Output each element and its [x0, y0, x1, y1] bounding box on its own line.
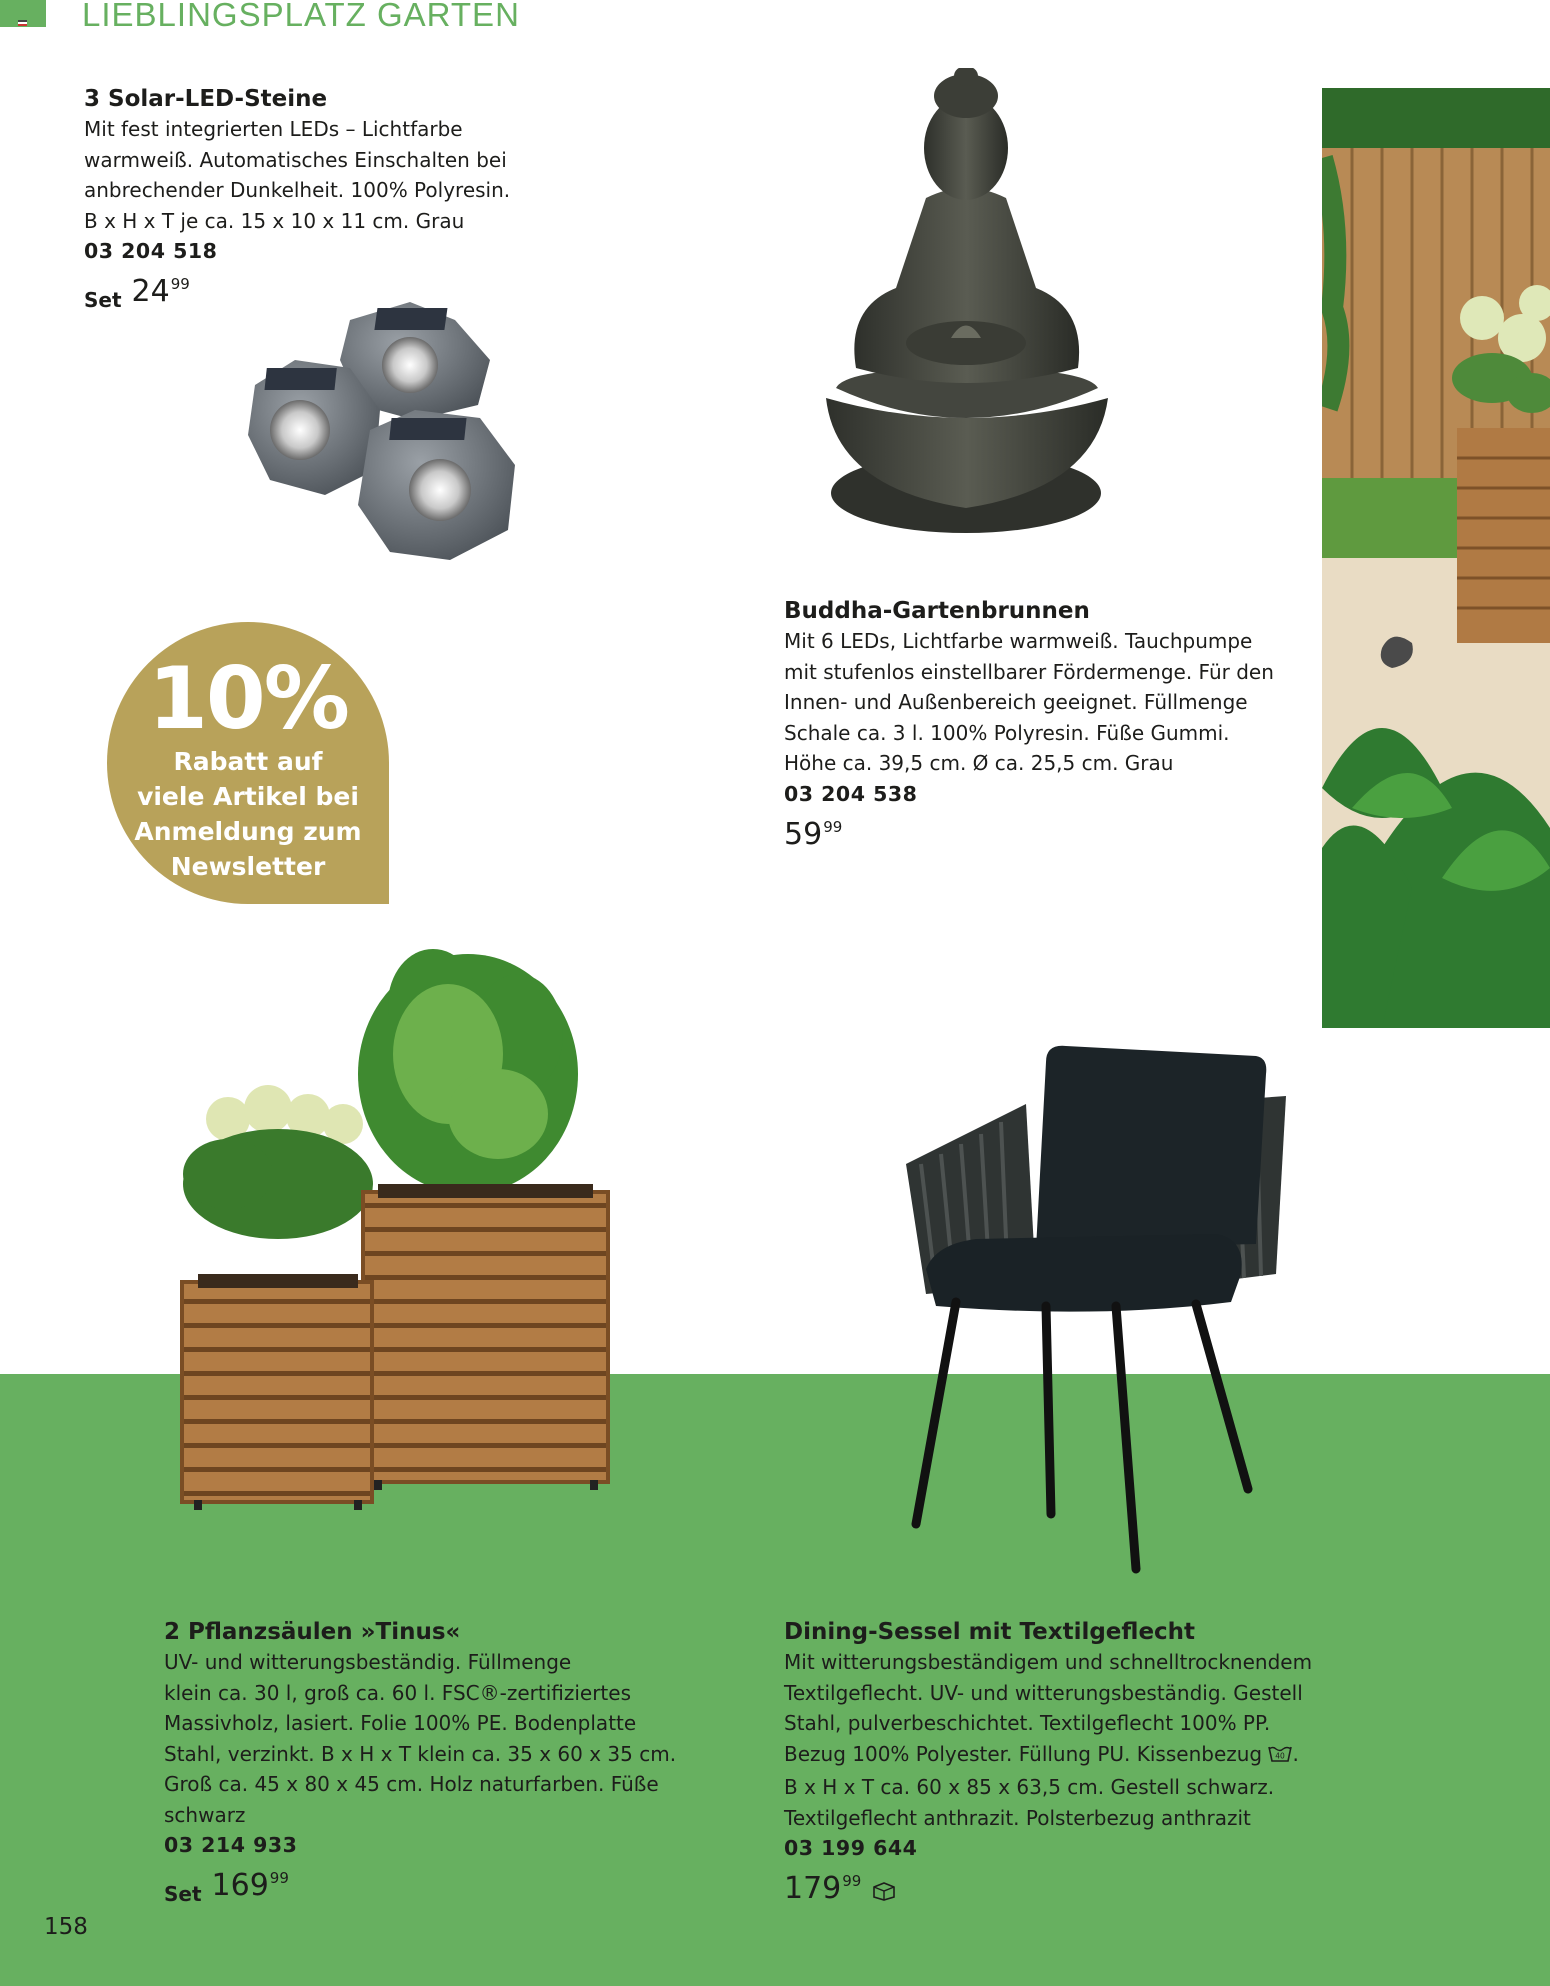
badge-text	[107, 744, 389, 884]
price-cents: 99	[842, 1872, 862, 1890]
parcel-delivery-icon	[871, 1881, 897, 1905]
desc-line: Textilgeflecht. UV- und witterungsbeständig. Gestell	[784, 1680, 1303, 1705]
price	[784, 817, 1274, 853]
desc-line: Stahl, verzinkt. B x H x T klein ca. 35 x 60 x 35 cm.	[164, 1741, 677, 1766]
desc-line: warmweiß. Automatisches Einschalten bei	[84, 147, 507, 172]
desc-line: Stahl, pulverbeschichtet. Textilgeflecht 100% PP.	[784, 1711, 1271, 1735]
planters-image	[168, 944, 628, 1564]
solar-stones-image	[240, 290, 560, 570]
desc-wash-suffix: .	[1292, 1741, 1299, 1766]
desc-wash-text: Bezug 100% Polyester. Füllung PU. Kissenbezug	[784, 1741, 1263, 1766]
price-cents: 99	[269, 1869, 289, 1887]
desc-line: B x H x T je ca. 15 x 10 x 11 cm. Grau	[84, 208, 465, 233]
desc-line: Mit fest integrierten LEDs – Lichtfarbe	[84, 117, 463, 141]
flag-icon	[18, 20, 27, 26]
desc-line: Groß ca. 45 x 80 x 45 cm. Holz naturfarben. Füße	[164, 1772, 659, 1796]
badge-percent: 10%	[148, 649, 348, 749]
garden-scene-photo	[1322, 88, 1550, 1028]
product-title: Dining-Sessel mit Textilgeflecht	[784, 1619, 1196, 1645]
desc-line: Innen- und Außenbereich geeignet. Füllmenge	[784, 690, 1248, 714]
article-number: 03 204 538	[784, 781, 918, 806]
section-title: LIEBLINGSPLATZ GARTEN	[82, 0, 520, 33]
price-unit: Set	[84, 288, 122, 312]
article-number: 03 214 933	[164, 1833, 298, 1857]
desc-line: Mit witterungsbeständigem und schnelltrocknendem	[784, 1650, 1313, 1674]
desc-line: UV- und witterungsbeständig. Füllmenge	[164, 1650, 572, 1674]
desc-line: B x H x T ca. 60 x 85 x 63,5 cm. Gestell schwarz.	[784, 1775, 1275, 1799]
price-main: 59	[784, 816, 823, 852]
badge-line: Anmeldung zum	[134, 817, 362, 846]
badge-line: viele Artikel bei	[137, 782, 359, 811]
dining-chair-image	[896, 1044, 1296, 1584]
wash-40-icon	[1268, 1742, 1292, 1773]
product-description	[784, 1647, 1312, 1833]
product-title: 3 Solar-LED-Steine	[84, 86, 328, 112]
desc-line: klein ca. 30 l, groß ca. 60 l. FSC®-zertifiziertes	[164, 1680, 631, 1705]
desc-line-wash	[784, 1739, 1312, 1773]
product-dining-chair	[784, 1617, 1312, 1907]
price-unit: Set	[164, 1882, 202, 1906]
desc-line: schwarz	[164, 1802, 246, 1827]
price	[164, 1868, 676, 1906]
buddha-fountain-image	[816, 68, 1116, 568]
price	[784, 1871, 1312, 1907]
article-number: 03 199 644	[784, 1836, 918, 1860]
desc-line: Höhe ca. 39,5 cm. Ø ca. 25,5 cm. Grau	[784, 751, 1174, 775]
product-description	[84, 114, 510, 236]
desc-line: Schale ca. 3 l. 100% Polyresin. Füße Gummi.	[784, 720, 1230, 745]
product-planters-tinus	[164, 1617, 676, 1906]
desc-line: mit stufenlos einstellbarer Fördermenge. Für den	[784, 659, 1274, 684]
badge-line: Rabatt auf	[173, 747, 323, 776]
corner-tab	[0, 0, 46, 27]
price-cents: 99	[823, 817, 843, 836]
product-solar-led-stones	[84, 84, 510, 312]
desc-line: Textilgeflecht anthrazit. Polsterbezug anthrazit	[784, 1805, 1251, 1830]
desc-line: anbrechender Dunkelheit. 100% Polyresin.	[84, 178, 511, 202]
price-cents: 99	[170, 275, 190, 293]
price-main: 169	[211, 1868, 269, 1903]
page-number: 158	[44, 1914, 88, 1940]
price-main: 179	[784, 1871, 842, 1906]
badge-line: Newsletter	[170, 852, 326, 881]
product-description	[784, 626, 1274, 779]
product-buddha-fountain	[784, 596, 1274, 853]
product-description	[164, 1647, 676, 1830]
product-title: 2 Pflanzsäulen »Tinus«	[164, 1619, 461, 1645]
article-number: 03 204 518	[84, 239, 218, 263]
desc-line: Mit 6 LEDs, Lichtfarbe warmweiß. Tauchpumpe	[784, 629, 1253, 653]
desc-line: Massivholz, lasiert. Folie 100% PE. Bodenplatte	[164, 1711, 637, 1735]
product-title: Buddha-Gartenbrunnen	[784, 598, 1090, 624]
wash-temperature: 40	[1275, 1751, 1286, 1760]
price-main: 24	[131, 274, 170, 309]
newsletter-discount-badge[interactable]	[107, 622, 389, 904]
